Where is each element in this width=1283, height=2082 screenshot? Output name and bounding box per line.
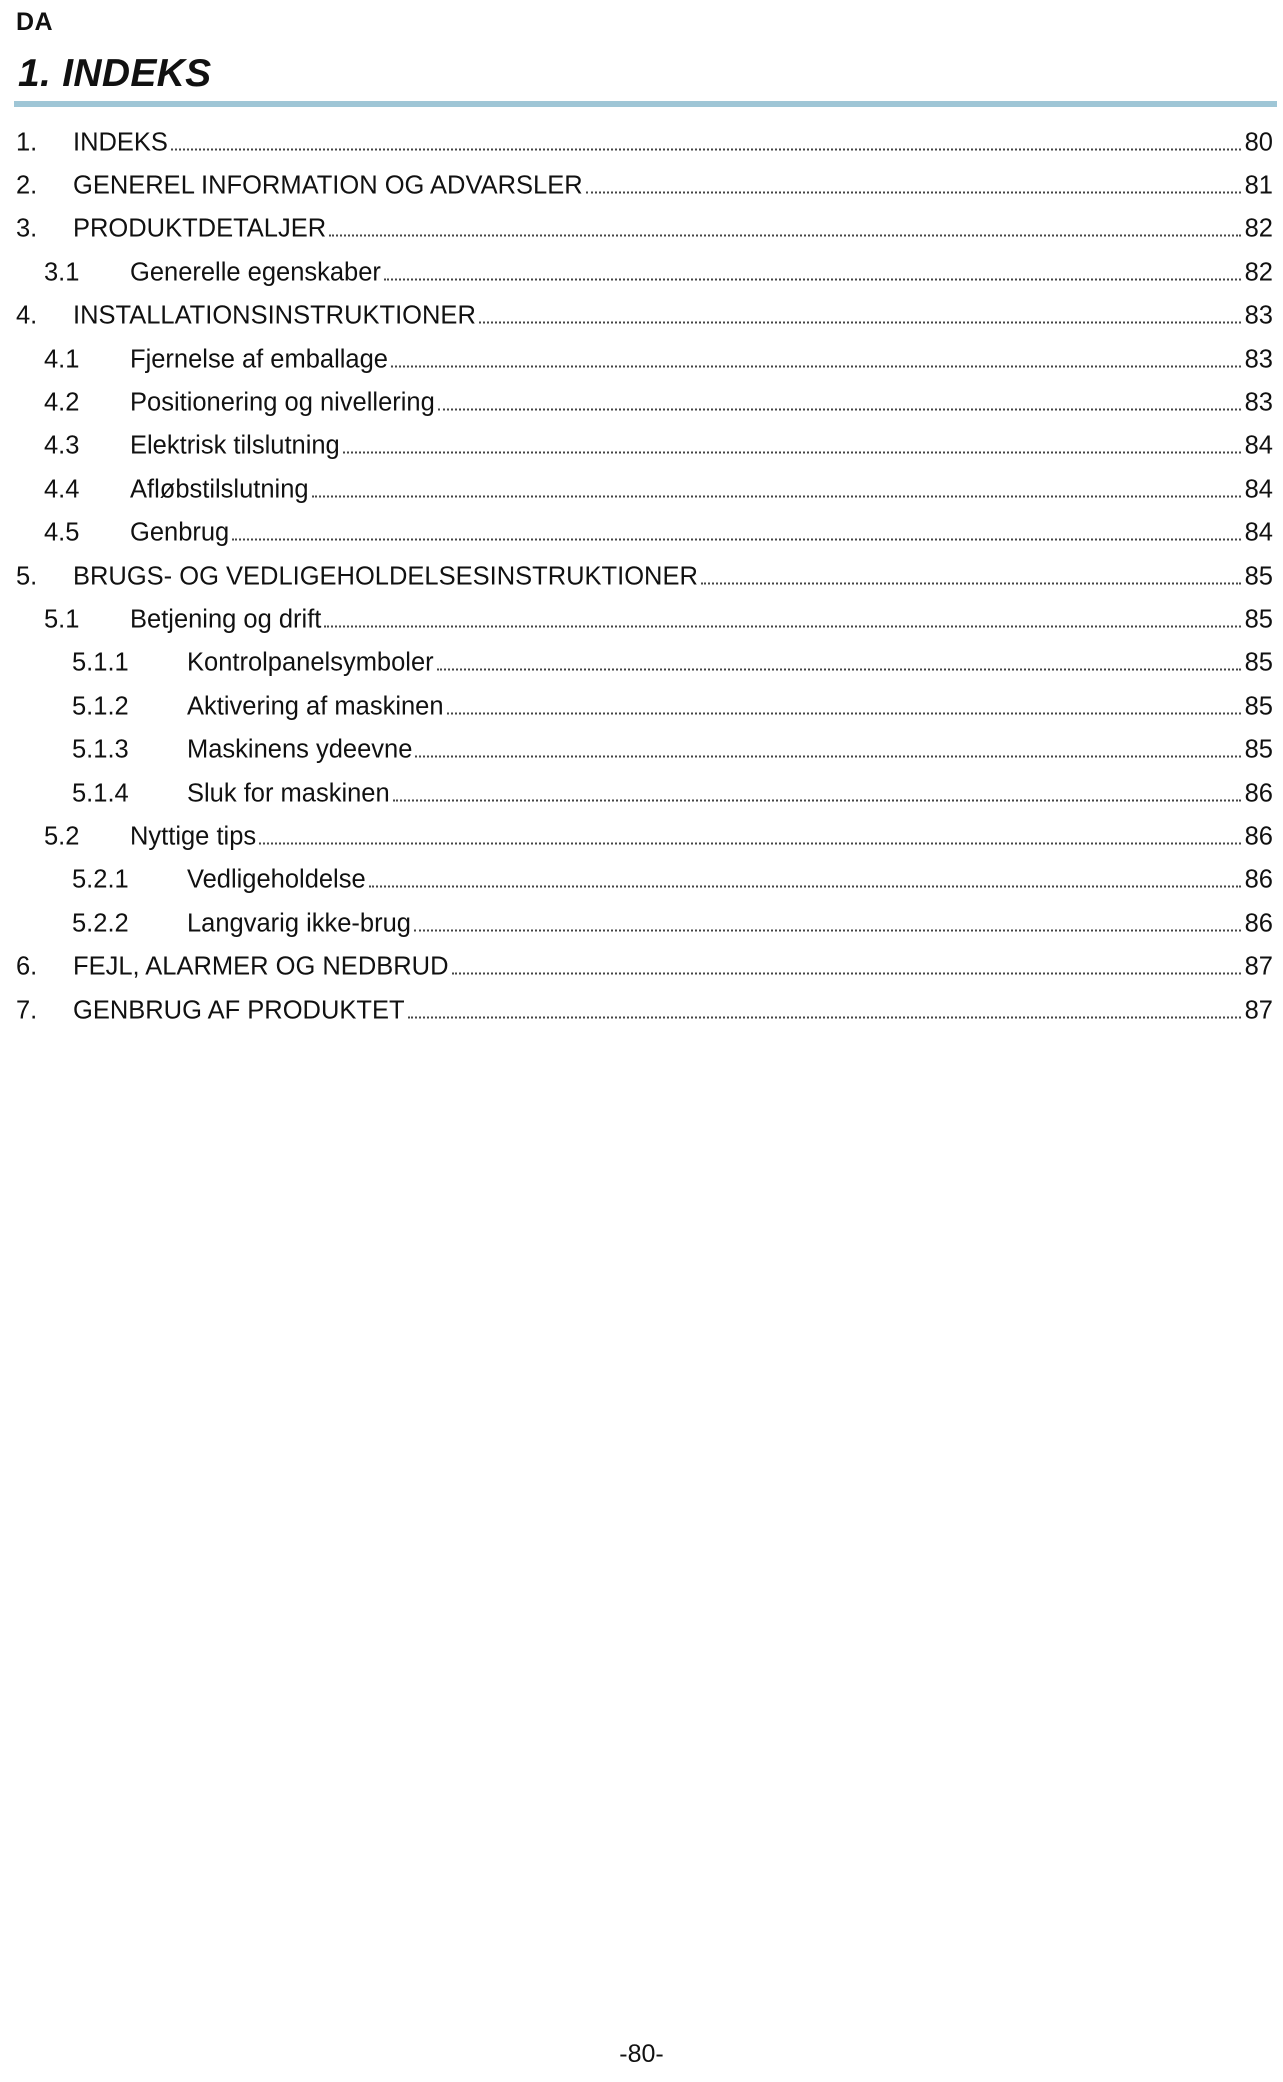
toc-dot-leader	[232, 539, 1240, 541]
toc-entry[interactable]	[0, 425, 1283, 468]
toc-entry-body	[187, 736, 1273, 765]
toc-entry-body	[73, 996, 1273, 1025]
toc-entry-page: 86	[1244, 865, 1273, 894]
toc-dot-leader	[701, 582, 1241, 584]
toc-entry[interactable]	[0, 685, 1283, 728]
toc-dot-leader	[415, 756, 1240, 758]
toc-entry-number: 5.2.1	[72, 865, 129, 894]
toc-entry-title: Langvarig ikke-brug	[187, 909, 411, 938]
toc-entry-title: GENBRUG AF PRODUKTET	[73, 996, 405, 1024]
toc-entry-page: 84	[1244, 475, 1273, 504]
toc-dot-leader	[343, 452, 1241, 454]
toc-entry-title: FEJL, ALARMER OG NEDBRUD	[73, 952, 449, 981]
toc-entry[interactable]	[0, 468, 1283, 511]
toc-entry-title: Genbrug	[130, 518, 230, 547]
toc-entry-number: 5.1.3	[72, 735, 129, 764]
page-title: 1. INDEKS	[18, 52, 212, 95]
toc-entry-page: 86	[1244, 909, 1273, 938]
toc-entry-number: 7.	[16, 996, 38, 1024]
toc-entry-body	[130, 519, 1273, 548]
toc-entry-title: BRUGS- OG VEDLIGEHOLDELSESINSTRUKTIONER	[73, 562, 698, 591]
toc-entry-number: 5.1.2	[72, 692, 129, 721]
toc-entry-page: 82	[1244, 258, 1273, 287]
toc-entry[interactable]	[0, 164, 1283, 207]
toc-entry-number: 4.4	[44, 475, 80, 504]
toc-entry-page: 85	[1244, 735, 1273, 764]
title-underline	[14, 101, 1277, 107]
toc-entry[interactable]	[0, 598, 1283, 641]
toc-entry-title: Positionering og nivellering	[130, 388, 435, 417]
toc-entry-title: Aktivering af maskinen	[187, 692, 444, 721]
toc-entry-page: 84	[1244, 431, 1273, 460]
toc-entry-page: 87	[1244, 952, 1273, 981]
toc-entry[interactable]	[0, 555, 1283, 598]
toc-entry[interactable]	[0, 772, 1283, 815]
toc-entry-body	[73, 128, 1273, 157]
toc-entry-body	[73, 953, 1273, 982]
toc-entry-page: 85	[1244, 648, 1273, 677]
toc-entry-title: GENEREL INFORMATION OG ADVARSLER	[73, 171, 583, 200]
toc-entry-number: 5.1.4	[72, 779, 129, 808]
toc-entry-body	[187, 909, 1273, 938]
toc-dot-leader	[384, 278, 1241, 280]
toc-entry[interactable]	[0, 121, 1283, 164]
toc-entry-page: 86	[1244, 822, 1273, 851]
toc-entry-title: Maskinens ydeevne	[187, 735, 413, 764]
toc-entry[interactable]	[0, 989, 1283, 1032]
toc-entry-page: 80	[1244, 128, 1273, 157]
toc-entry-title: Elektrisk tilslutning	[130, 431, 340, 460]
toc-entry-body	[187, 866, 1273, 895]
toc-dot-leader	[391, 365, 1241, 367]
toc-entry-title: Betjening og drift	[130, 605, 322, 634]
toc-entry[interactable]	[0, 859, 1283, 902]
toc-entry-number: 1.	[16, 128, 38, 157]
toc-entry[interactable]	[0, 642, 1283, 685]
toc-entry-title: Vedligeholdelse	[187, 865, 366, 894]
toc-entry-page: 83	[1244, 388, 1273, 417]
toc-dot-leader	[479, 322, 1241, 324]
toc-entry-number: 3.	[16, 214, 38, 243]
toc-dot-leader	[438, 409, 1241, 411]
toc-entry-body	[187, 692, 1273, 721]
toc-entry[interactable]	[0, 381, 1283, 424]
toc-entry-number: 3.1	[44, 258, 80, 287]
toc-entry-number: 5.	[16, 562, 38, 591]
toc-dot-leader	[259, 842, 1240, 844]
toc-entry-page: 85	[1244, 605, 1273, 634]
toc-entry-number: 4.2	[44, 388, 80, 417]
toc-entry-page: 83	[1244, 301, 1273, 330]
toc-entry-number: 4.1	[44, 345, 80, 374]
toc-entry[interactable]	[0, 208, 1283, 251]
toc-entry-body	[130, 389, 1273, 418]
toc-entry[interactable]	[0, 251, 1283, 294]
toc-dot-leader	[414, 929, 1241, 931]
toc-entry-body	[73, 562, 1273, 591]
toc-entry-number: 4.	[16, 301, 38, 330]
toc-entry-page: 86	[1244, 779, 1273, 808]
toc-entry-number: 5.1	[44, 605, 80, 634]
toc-entry-title: PRODUKTDETALJER	[73, 214, 327, 243]
table-of-contents	[0, 121, 1283, 1032]
toc-entry-title: Nyttige tips	[130, 822, 257, 851]
toc-dot-leader	[452, 973, 1241, 975]
toc-entry-body	[187, 779, 1273, 808]
toc-entry[interactable]	[0, 295, 1283, 338]
toc-dot-leader	[324, 625, 1240, 627]
toc-dot-leader	[369, 886, 1241, 888]
language-code: DA	[16, 8, 54, 36]
toc-entry[interactable]	[0, 902, 1283, 945]
toc-entry-body	[73, 215, 1273, 244]
toc-entry-body	[187, 649, 1273, 678]
toc-entry-page: 83	[1244, 345, 1273, 374]
toc-entry-body	[130, 475, 1273, 504]
toc-entry-title: INDEKS	[73, 128, 168, 157]
toc-entry-number: 4.3	[44, 431, 80, 460]
toc-entry-page: 81	[1244, 171, 1273, 200]
toc-entry-page: 85	[1244, 562, 1273, 591]
toc-entry[interactable]	[0, 728, 1283, 771]
toc-entry-body	[130, 345, 1273, 374]
toc-entry[interactable]	[0, 338, 1283, 381]
toc-dot-leader	[408, 1016, 1241, 1018]
toc-entry-number: 6.	[16, 952, 38, 981]
toc-entry-title: Fjernelse af emballage	[130, 345, 388, 374]
toc-entry-number: 4.5	[44, 518, 80, 547]
toc-entry-title: Sluk for maskinen	[187, 779, 390, 808]
toc-entry-body	[73, 302, 1273, 331]
toc-entry[interactable]	[0, 815, 1283, 858]
toc-entry[interactable]	[0, 945, 1283, 988]
toc-entry-number: 5.2	[44, 822, 80, 851]
toc-entry-page: 85	[1244, 692, 1273, 721]
toc-dot-leader	[586, 192, 1241, 194]
toc-entry-body	[130, 432, 1273, 461]
toc-entry-title: Generelle egenskaber	[130, 258, 381, 287]
toc-entry-title: Kontrolpanelsymboler	[187, 648, 434, 677]
toc-entry-body	[130, 822, 1273, 851]
toc-dot-leader	[171, 148, 1241, 150]
toc-entry-page: 84	[1244, 518, 1273, 547]
toc-entry-body	[130, 605, 1273, 634]
toc-dot-leader	[393, 799, 1241, 801]
toc-entry-number: 5.1.1	[72, 648, 129, 677]
toc-dot-leader	[329, 235, 1240, 237]
toc-entry-number: 2.	[16, 171, 38, 200]
toc-entry-page: 87	[1244, 996, 1273, 1024]
toc-dot-leader	[437, 669, 1241, 671]
toc-entry-body	[73, 172, 1273, 201]
toc-entry-title: INSTALLATIONSINSTRUKTIONER	[73, 301, 476, 330]
toc-entry-number: 5.2.2	[72, 909, 129, 938]
toc-dot-leader	[447, 712, 1241, 714]
page-number: -80-	[619, 2040, 664, 2068]
toc-entry[interactable]	[0, 512, 1283, 555]
toc-entry-title: Afløbstilslutning	[130, 475, 309, 504]
toc-entry-body	[130, 258, 1273, 287]
toc-dot-leader	[312, 495, 1241, 497]
toc-entry-page: 82	[1244, 214, 1273, 243]
